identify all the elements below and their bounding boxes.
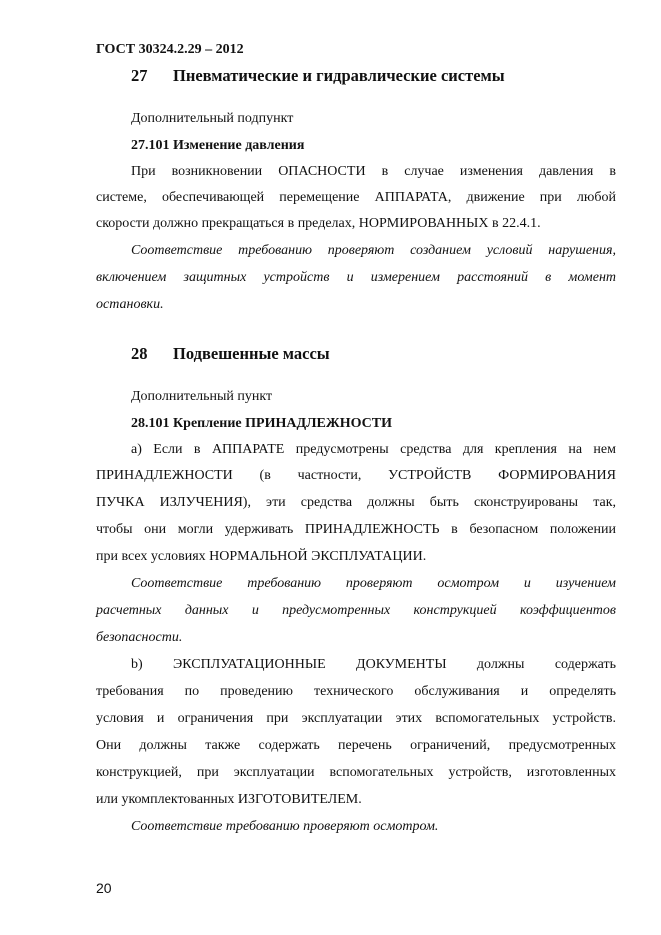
- section-title: Пневматические и гидравлические системы: [173, 66, 505, 85]
- compliance-line: расчетных данных и предусмотренных конструкцией коэффициентов: [96, 603, 616, 618]
- paragraph-line: Они должны также содержать перечень ограничений, предусмотренных: [96, 738, 616, 753]
- paragraph-line: системе, обеспечивающей перемещение АППАРАТА, движение при любой: [96, 190, 616, 205]
- section-title: Подвешенные массы: [173, 344, 330, 363]
- standard-header: ГОСТ 30324.2.29 – 2012: [96, 42, 244, 57]
- page-number: 20: [96, 880, 112, 896]
- compliance-line: Соответствие требованию проверяют осмотром.: [131, 819, 439, 834]
- section-28-heading: [131, 344, 330, 364]
- subclause-label: Дополнительный подпункт: [131, 111, 294, 126]
- clause-label: Дополнительный пункт: [131, 389, 273, 404]
- clause-heading: 28.101 Крепление ПРИНАДЛЕЖНОСТИ: [131, 416, 392, 431]
- section-27-heading: [131, 66, 505, 86]
- compliance-line: Соответствие требованию проверяют осмотром и изучением: [131, 576, 616, 591]
- section-number: 27: [131, 66, 148, 85]
- compliance-line: включением защитных устройств и измерением расстояний в момент: [96, 270, 616, 285]
- paragraph-line: требования по проведению технического обслуживания и определять: [96, 684, 616, 699]
- clause-heading: 27.101 Изменение давления: [131, 138, 305, 153]
- paragraph-line: условия и ограничения при эксплуатации этих вспомогательных устройств.: [96, 711, 616, 726]
- paragraph-line: скорости должно прекращаться в пределах, НОРМИРОВАННЫХ в 22.4.1.: [96, 216, 541, 231]
- paragraph-line: При возникновении ОПАСНОСТИ в случае изменения давления в: [131, 164, 616, 179]
- compliance-line: Соответствие требованию проверяют созданием условий нарушения,: [131, 243, 616, 258]
- paragraph-line: ПУЧКА ИЗЛУЧЕНИЯ), эти средства должны быть сконструированы так,: [96, 495, 616, 510]
- compliance-line: безопасности.: [96, 630, 183, 645]
- paragraph-line: а) Если в АППАРАТЕ предусмотрены средства для крепления на нем: [131, 442, 616, 457]
- paragraph-line: чтобы они могли удерживать ПРИНАДЛЕЖНОСТЬ в безопасном положении: [96, 522, 616, 537]
- paragraph-line: при всех условиях НОРМАЛЬНОЙ ЭКСПЛУАТАЦИИ.: [96, 549, 427, 564]
- paragraph-line: ПРИНАДЛЕЖНОСТИ (в частности, УСТРОЙСТВ ФОРМИРОВАНИЯ: [96, 468, 616, 483]
- compliance-line: остановки.: [96, 297, 164, 312]
- paragraph-line: b) ЭКСПЛУАТАЦИОННЫЕ ДОКУМЕНТЫ должны содержать: [131, 657, 616, 672]
- section-number: 28: [131, 344, 148, 363]
- paragraph-line: конструкцией, при эксплуатации вспомогательных устройств, изготовленных: [96, 765, 616, 780]
- paragraph-line: или укомплектованных ИЗГОТОВИТЕЛЕМ.: [96, 792, 362, 807]
